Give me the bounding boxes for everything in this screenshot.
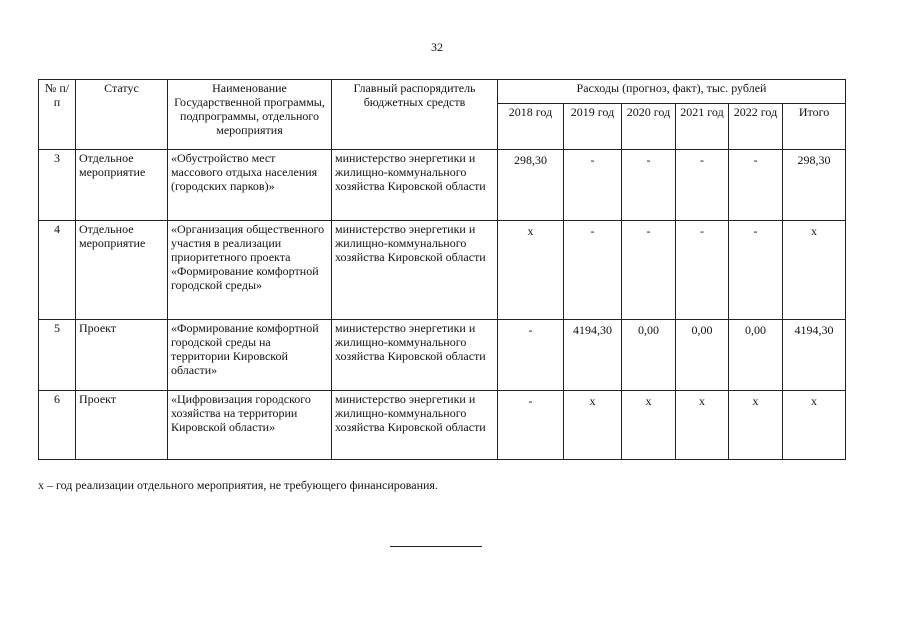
header-status: Статус [76, 80, 168, 150]
row-num: 5 [39, 320, 76, 391]
row-value-2021: - [676, 221, 729, 320]
row-value-2019: x [564, 391, 622, 460]
header-total: Итого [783, 104, 846, 150]
row-value-2022: - [729, 221, 783, 320]
row-value-total: 298,30 [783, 150, 846, 221]
row-value-2018: - [498, 391, 564, 460]
row-value-total: x [783, 391, 846, 460]
row-value-2019: - [564, 221, 622, 320]
row-name: «Организация общественного участия в реализации приоритетного проекта «Формирование комфортной городской среды» [168, 221, 332, 320]
row-value-2018: x [498, 221, 564, 320]
header-year-2019: 2019 год [564, 104, 622, 150]
header-year-2021: 2021 год [676, 104, 729, 150]
row-value-2022: 0,00 [729, 320, 783, 391]
row-value-2020: 0,00 [622, 320, 676, 391]
row-num: 3 [39, 150, 76, 221]
table-row [39, 391, 846, 460]
table-row [39, 150, 846, 221]
header-name: Наименование Государственной программы, подпрограммы, отдельного мероприятия [168, 80, 332, 150]
row-value-2021: x [676, 391, 729, 460]
row-manager: министерство энергетики и жилищно-коммунального хозяйства Кировской области [332, 150, 498, 221]
header-expenses: Расходы (прогноз, факт), тыс. рублей [498, 80, 846, 104]
row-value-2022: x [729, 391, 783, 460]
row-name: «Формирование комфортной городской среды на территории Кировской области» [168, 320, 332, 391]
header-year-2020: 2020 год [622, 104, 676, 150]
header-year-2022: 2022 год [729, 104, 783, 150]
footnote: x – год реализации отдельного мероприятия, не требующего финансирования. [38, 478, 438, 492]
row-num: 6 [39, 391, 76, 460]
expenses-table [38, 79, 846, 460]
row-manager: министерство энергетики и жилищно-коммунального хозяйства Кировской области [332, 320, 498, 391]
row-value-2022: - [729, 150, 783, 221]
row-value-2019: - [564, 150, 622, 221]
header-manager: Главный распорядитель бюджетных средств [332, 80, 498, 150]
row-value-total: x [783, 221, 846, 320]
header-num: № п/п [39, 80, 76, 150]
row-value-2020: - [622, 150, 676, 221]
row-status: Проект [76, 391, 168, 460]
row-manager: министерство энергетики и жилищно-коммунального хозяйства Кировской области [332, 391, 498, 460]
row-value-2021: - [676, 150, 729, 221]
row-value-2018: 298,30 [498, 150, 564, 221]
table-row [39, 221, 846, 320]
row-status: Проект [76, 320, 168, 391]
page-number: 32 [431, 40, 443, 54]
row-value-2019: 4194,30 [564, 320, 622, 391]
row-status: Отдельное мероприятие [76, 150, 168, 221]
row-value-2020: x [622, 391, 676, 460]
row-value-2021: 0,00 [676, 320, 729, 391]
row-status: Отдельное мероприятие [76, 221, 168, 320]
row-name: «Цифровизация городского хозяйства на территории Кировской области» [168, 391, 332, 460]
header-year-2018: 2018 год [498, 104, 564, 150]
row-manager: министерство энергетики и жилищно-коммунального хозяйства Кировской области [332, 221, 498, 320]
row-value-2018: - [498, 320, 564, 391]
row-value-total: 4194,30 [783, 320, 846, 391]
row-name: «Обустройство мест массового отдыха населения (городских парков)» [168, 150, 332, 221]
row-num: 4 [39, 221, 76, 320]
end-divider [390, 546, 482, 547]
table-row [39, 320, 846, 391]
row-value-2020: - [622, 221, 676, 320]
